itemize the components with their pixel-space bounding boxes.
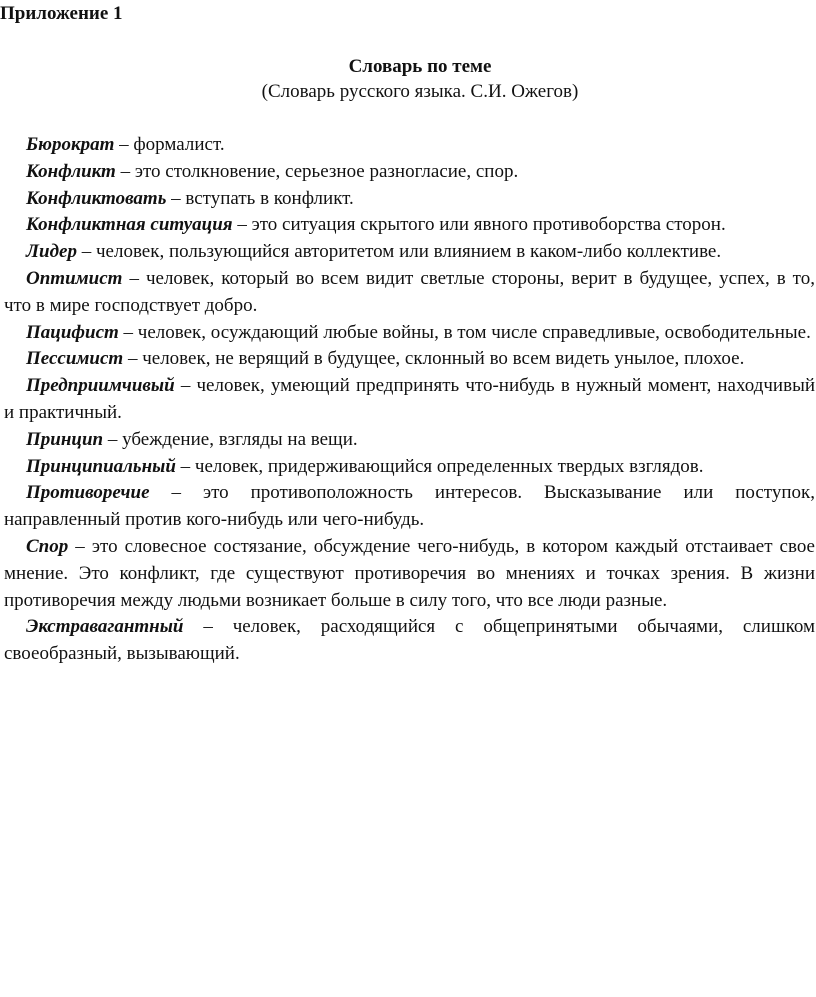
glossary-definition: – человек, осуждающий любые войны, в том числе справедливые, освободительные. <box>118 321 811 343</box>
glossary-term: Экстравагантный <box>26 616 184 638</box>
glossary-entry <box>4 454 815 481</box>
glossary-term: Принцип <box>26 428 104 450</box>
glossary-entry <box>4 159 815 186</box>
glossary-term: Конфликтовать <box>26 187 167 209</box>
glossary-entry <box>4 266 815 320</box>
glossary-term: Оптимист <box>26 267 123 289</box>
glossary-entry <box>4 427 815 454</box>
glossary-definition: – это противоположность интересов. Высказывание или поступок, направленный против кого-нибудь или чего-нибудь. <box>4 482 815 531</box>
glossary-entry <box>4 320 815 347</box>
glossary-term: Конфликт <box>26 160 116 182</box>
glossary-definition: – вступать в конфликт. <box>166 187 354 209</box>
glossary-term: Предприимчивый <box>26 375 175 397</box>
glossary-definition: – человек, расходящийся с общепринятыми обычаями, слишком своеобразный, вызывающий. <box>4 616 815 665</box>
glossary-definition: – это словесное состязание, обсуждение чего-нибудь, в котором каждый отстаивает свое мнение. Это конфликт, где существуют противоречия во мнениях и точках зрения. В жизни противоречия между людьми возникает больше в силу того, что все люди разные. <box>4 535 815 611</box>
glossary-list <box>4 132 815 668</box>
glossary-definition: – это ситуация скрытого или явного противоборства сторон. <box>232 214 726 236</box>
glossary-term: Конфликтная ситуация <box>26 214 233 236</box>
glossary-term: Пессимист <box>26 348 124 370</box>
glossary-entry <box>4 186 815 213</box>
glossary-term: Бюрократ <box>26 134 115 155</box>
glossary-entry <box>4 346 815 373</box>
glossary-entry <box>4 480 815 534</box>
glossary-term: Пацифист <box>26 321 119 343</box>
glossary-definition: – человек, пользующийся авторитетом или влиянием в каком-либо коллективе. <box>76 241 722 263</box>
glossary-definition: – убеждение, взгляды на вещи. <box>103 428 358 450</box>
glossary-definition: – человек, умеющий предпринять что-нибудь в нужный момент, находчивый и практичный. <box>4 375 815 423</box>
glossary-definition: – человек, не верящий в будущее, склонный во всем видеть унылое, плохое. <box>123 348 745 370</box>
glossary-definition: – это столкновение, серьезное разногласие, спор. <box>115 160 519 182</box>
glossary-entry <box>4 534 815 614</box>
page-title: Словарь по теме <box>348 56 492 77</box>
glossary-definition: – человек, придерживающийся определенных твердых взглядов. <box>175 455 704 477</box>
glossary-entry <box>4 239 815 266</box>
appendix-label: Приложение 1 <box>0 3 123 24</box>
glossary-entry <box>4 132 815 159</box>
glossary-term: Противоречие <box>26 482 150 504</box>
glossary-definition: – формалист. <box>114 134 225 155</box>
glossary-entry <box>4 212 815 239</box>
glossary-term: Спор <box>26 535 69 557</box>
glossary-term: Лидер <box>26 241 77 263</box>
glossary-definition: – человек, который во всем видит светлые стороны, верит в будущее, успех, в то, что в мире господствует добро. <box>4 267 815 316</box>
glossary-entry <box>4 614 815 668</box>
glossary-entry <box>4 373 815 427</box>
page-subtitle: (Словарь русского языка. С.И. Ожегов) <box>261 81 579 102</box>
glossary-term: Принципиальный <box>26 455 176 477</box>
